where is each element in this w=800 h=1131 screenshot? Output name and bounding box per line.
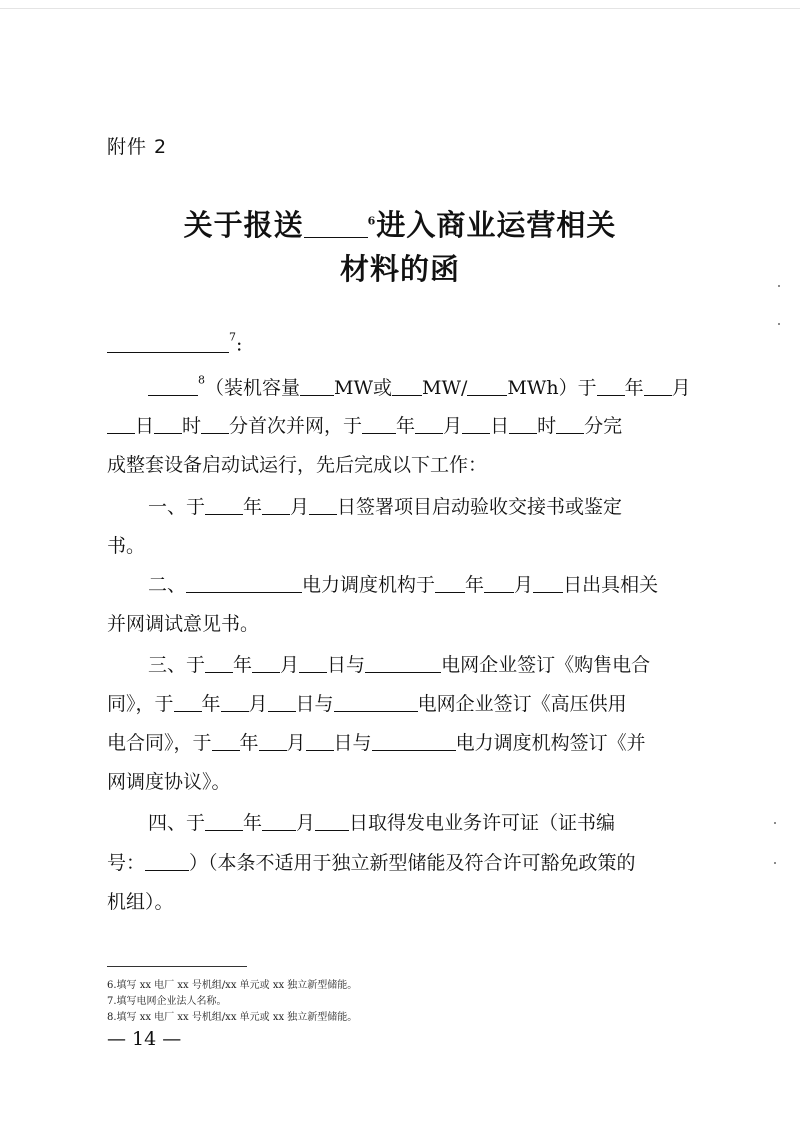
title-text-b: 进入商业运营相关 — [376, 208, 617, 242]
page-number: — 14 — — [107, 1028, 182, 1050]
unit-blank — [148, 376, 198, 396]
item-3-line-1: 三、于 年 月 日与 电网企业签订《购售电合 — [148, 654, 651, 676]
item-4-line-2: 号： ）（本条不适用于独立新型储能及符合许可豁免政策的 — [107, 852, 636, 874]
item-1-line-1: 一、于 年 月 日签署项目启动验收交接书或鉴定 — [148, 496, 623, 518]
footnote-7: 7.填写电网企业法人名称。 — [107, 996, 227, 1007]
item-3-line-2: 同》，于 年 月 日与 电网企业签订《高压供用 — [107, 693, 627, 715]
title-blank — [304, 208, 368, 238]
letter-title-line1 — [0, 203, 800, 244]
footnote-8: 8.填写 xx 电厂 xx 号机组/xx 单元或 xx 独立新型储能。 — [107, 1012, 358, 1023]
item-4-line-3: 机组）。 — [107, 891, 174, 913]
item-2-line-2: 并网调试意见书。 — [107, 613, 260, 635]
scan-speck — [778, 285, 780, 287]
footnote-ref-6: 6 — [367, 214, 377, 228]
item-3-line-4: 网调度协议》。 — [107, 771, 231, 793]
title-text-a: 关于报送 — [183, 208, 304, 242]
scan-speck — [774, 862, 776, 864]
certificate-number-blank — [145, 851, 189, 871]
paragraph-1-line-2: 日 时 分首次并网，于 年 月 日 时 分完 — [107, 411, 622, 438]
page-top-rule — [0, 8, 800, 9]
footnote-separator — [107, 966, 247, 967]
paragraph-1-line-3: 成整套设备启动试运行，先后完成以下工作： — [107, 454, 488, 476]
attachment-label: 附件 2 — [107, 136, 168, 158]
scan-speck — [778, 323, 780, 325]
addressee-line: $^7$: — [107, 333, 242, 356]
item-4-line-1: 四、于 年 月 日取得发电业务许可证（证书编 — [148, 812, 616, 834]
paragraph-1-line-1: $^8$（装机容量 MW或 MW/ MWh）于 年 月 — [148, 373, 691, 400]
footnote-ref-8: 8 — [198, 373, 205, 387]
scan-speck — [774, 822, 776, 824]
item-2-line-1: 二、 电力调度机构于 年 月 日出具相关 — [148, 574, 659, 596]
item-3-line-3: 电合同》，于 年 月 日与 电力调度机构签订《并 — [107, 732, 646, 754]
letter-title-line2: 材料的函 — [339, 252, 460, 286]
footnote-ref-7: 7 — [229, 330, 236, 344]
footnote-6: 6.填写 xx 电厂 xx 号机组/xx 单元或 xx 独立新型储能。 — [107, 980, 358, 991]
item-1-line-2: 书。 — [107, 535, 146, 557]
addressee-blank — [107, 333, 229, 353]
